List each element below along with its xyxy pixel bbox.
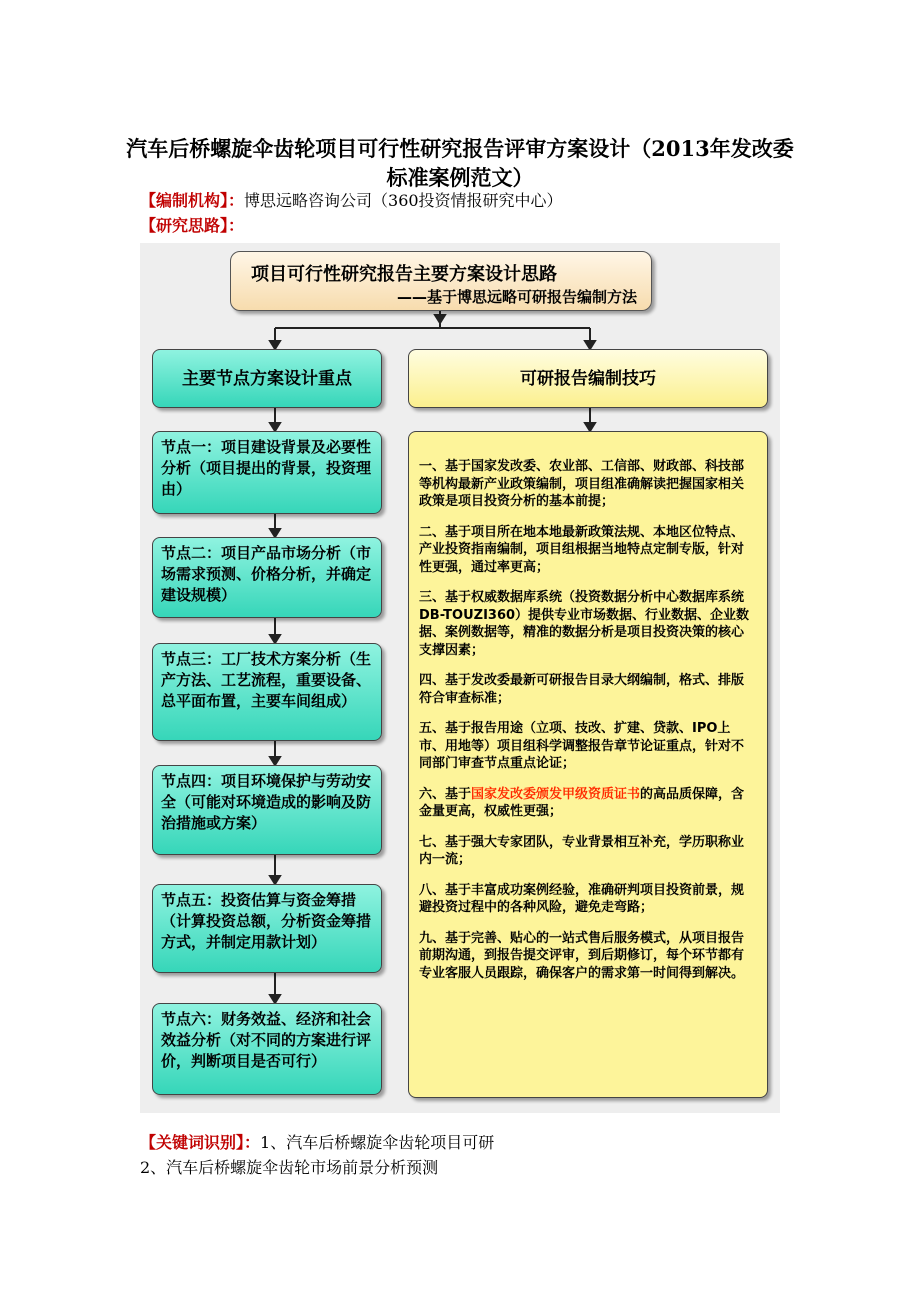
tips-panel (408, 431, 768, 1098)
tip-7: 七、基于强大专家团队，专业背景相互补充，学历职称业内一流； (419, 834, 745, 867)
flowchart (140, 243, 780, 1113)
idea-label: 【研究思路】： (140, 216, 245, 235)
right-section-title: 可研报告编制技巧 (408, 349, 768, 408)
org-line (140, 191, 563, 211)
flowchart-header (230, 251, 652, 311)
tip-5: 五、基于报告用途（立项、技改、扩建、贷款、IPO上市、用地等）项目组科学调整报告章节论证重点，针对不同部门审查节点重点论证； (419, 721, 745, 771)
tip-1: 一、基于国家发改委、农业部、工信部、财政部、科技部等机构最新产业政策编制，项目组准确解读把握国家相关政策是项目投资分析的基本前提； (419, 459, 745, 509)
node-5: 节点五：投资估算与资金筹措（计算投资总额，分析资金筹措方式，并制定用款计划） (152, 884, 382, 973)
keyword-line-2 (140, 1158, 438, 1178)
node-1: 节点一：项目建设背景及必要性分析（项目提出的背景，投资理由） (152, 431, 382, 514)
keyword-1: 1、汽车后桥螺旋伞齿轮项目可研 (260, 1133, 495, 1152)
header-line-1: 项目可行性研究报告主要方案设计思路 (251, 264, 557, 285)
tip-8: 八、基于丰富成功案例经验，准确研判项目投资前景，规避投资过程中的各种风险，避免走弯路； (419, 882, 745, 915)
left-section-title: 主要节点方案设计重点 (152, 349, 382, 408)
tip-9: 九、基于完善、贴心的一站式售后服务模式，从项目报告前期沟通，到报告提交评审，到后期修订，每个环节都有专业客服人员跟踪，确保客户的需求第一时间得到解决。 (419, 930, 745, 981)
document-title: 汽车后桥螺旋伞齿轮项目可行性研究报告评审方案设计（2013年发改委标准案例范文） (126, 136, 794, 190)
idea-line (140, 216, 244, 236)
node-4: 节点四：项目环境保护与劳动安全（可能对环境造成的影响及防治措施或方案） (152, 765, 382, 855)
node-3: 节点三：工厂技术方案分析（生产方法、工艺流程，重要设备、总平面布置，主要车间组成） (152, 643, 382, 741)
tip-3: 三、基于权威数据库系统（投资数据分析中心数据库系统DB-TOUZI360）提供专业市场数据、行业数据、企业数据、案例数据等，精准的数据分析是项目投资决策的核心支撑因素； (419, 590, 750, 658)
tip-6-highlight: 国家发改委颁发甲级资质证书 (471, 786, 641, 802)
tip-6-suffix: 的高品质保障，含金量更高，权威性更强； (419, 786, 745, 819)
keyword-label: 【关键词识别】： (140, 1133, 261, 1152)
tip-4: 四、基于发改委最新可研报告目录大纲编制，格式、排版符合审查标准； (419, 673, 745, 706)
node-6: 节点六：财务效益、经济和社会效益分析（对不同的方案进行评价，判断项目是否可行） (152, 1003, 382, 1095)
header-line-2: ——基于博思远略可研报告编制方法 (396, 288, 637, 306)
keyword-line-1 (140, 1133, 494, 1153)
tip-6 (419, 786, 755, 821)
tip-6-prefix: 六、基于 (419, 786, 472, 802)
node-2: 节点二：项目产品市场分析（市场需求预测、价格分析，并确定建设规模） (152, 537, 382, 618)
org-value: 博思远略咨询公司（360投资情报研究中心） (244, 191, 563, 210)
org-label: 【编制机构】： (140, 191, 245, 210)
keyword-2: 2、汽车后桥螺旋伞齿轮市场前景分析预测 (140, 1158, 439, 1177)
tip-2: 二、基于项目所在地本地最新政策法规、本地区位特点、产业投资指南编制，项目组根据当地特点定制专版，针对性更强，通过率更高； (419, 524, 745, 575)
